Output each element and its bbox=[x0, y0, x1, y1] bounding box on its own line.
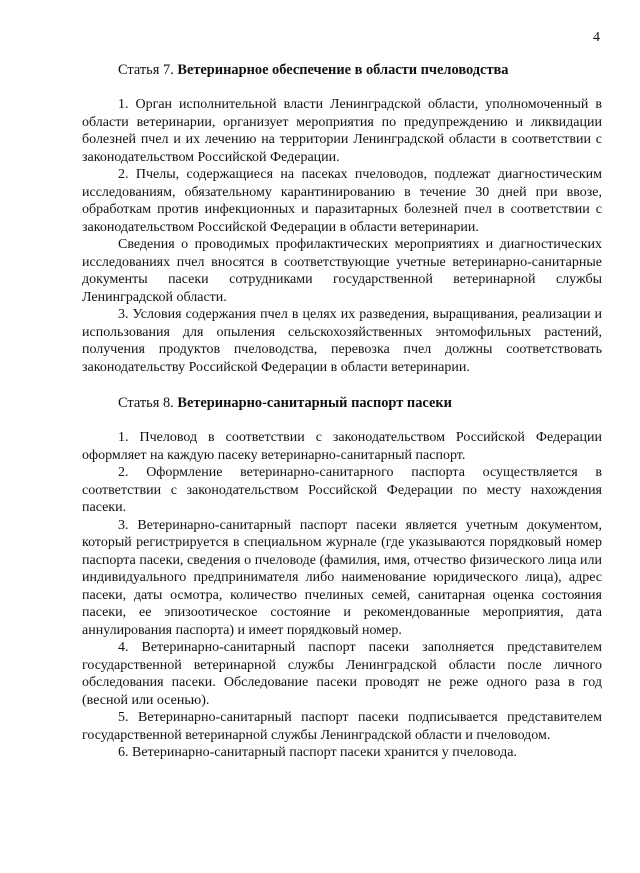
article-8-paragraph-3: 3. Ветеринарно-санитарный паспорт пасеки является учетным документом, который регистрируется в специальном журнале (где указываются порядковый номер паспорта пасеки, сведения о пчеловоде (фамилия, имя, отчество физического лица или индивидуального предпринимателя либо наименование юридического лица), адрес пасеки, даты осмотра, количество пчелиных семей, санитарная оценка состояния пасеки, ее эпизоотическое состояние и рекомендованные мероприятия, дата аннулирования паспорта) и имеет порядковый номер. bbox=[82, 517, 602, 638]
article-7-paragraph-3: 3. Условия содержания пчел в целях их разведения, выращивания, реализации и использования для опыления сельскохозяйственных энтомофильных растений, получения продуктов пчеловодства, перевозка пчел должны соответствовать законодательству Российской Федерации в области ветеринарии. bbox=[82, 307, 602, 375]
article-8-title: Ветеринарно-санитарный паспорт пасеки bbox=[177, 395, 452, 411]
article-8-paragraph-6: 6. Ветеринарно-санитарный паспорт пасеки хранится у пчеловода. bbox=[118, 745, 517, 760]
article-7 bbox=[82, 61, 602, 376]
article-7-heading bbox=[82, 61, 602, 79]
article-8-number: Статья 8. bbox=[118, 395, 174, 411]
article-7-paragraph-2: 2. Пчелы, содержащиеся на пасеках пчеловодов, подлежат диагностическим исследованиям, обязательному карантинированию в течение 30 дней при ввозе, обработкам против инфекционных и паразитарных болезней пчел в соответствии с законодательством Российской Федерации в области ветеринарии. bbox=[82, 167, 602, 235]
article-8-paragraph-2: 2. Оформление ветеринарно-санитарного паспорта осуществляется в соответствии с законодательством Российской Федерации по месту нахождения пасеки. bbox=[82, 465, 602, 515]
document-body bbox=[82, 61, 602, 762]
article-7-paragraph-1: 1. Орган исполнительной власти Ленинградской области, уполномоченный в области ветеринарии, организует мероприятия по предупреждению и ликвидации болезней пчел и их лечению на территории Ленинградской области в соответствии с законодательством Российской Федерации. bbox=[82, 97, 602, 165]
article-7-paragraph-2-note: Сведения о проводимых профилактических мероприятиях и диагностических исследованиях пчел вносятся в соответствующие учетные ветеринарно-санитарные документы пасеки сотрудниками государственной ветеринарной службы Ленинградской области. bbox=[82, 237, 602, 305]
article-8-paragraph-5: 5. Ветеринарно-санитарный паспорт пасеки подписывается представителем государственной ветеринарной службы Ленинградской области и пчеловодом. bbox=[82, 710, 602, 743]
page-number: 4 bbox=[593, 30, 600, 45]
article-8 bbox=[82, 394, 602, 762]
article-8-paragraph-1: 1. Пчеловод в соответствии с законодательством Российской Федерации оформляет на каждую пасеку ветеринарно-санитарный паспорт. bbox=[82, 430, 602, 463]
article-8-heading bbox=[82, 394, 602, 412]
article-7-number: Статья 7. bbox=[118, 62, 174, 78]
article-7-title: Ветеринарное обеспечение в области пчеловодства bbox=[177, 62, 509, 78]
article-8-paragraph-4: 4. Ветеринарно-санитарный паспорт пасеки заполняется представителем государственной ветеринарной службы Ленинградской области после личного обследования пасеки. Обследование пасеки проводят не реже одного раза в год (весной или осенью). bbox=[82, 640, 602, 708]
